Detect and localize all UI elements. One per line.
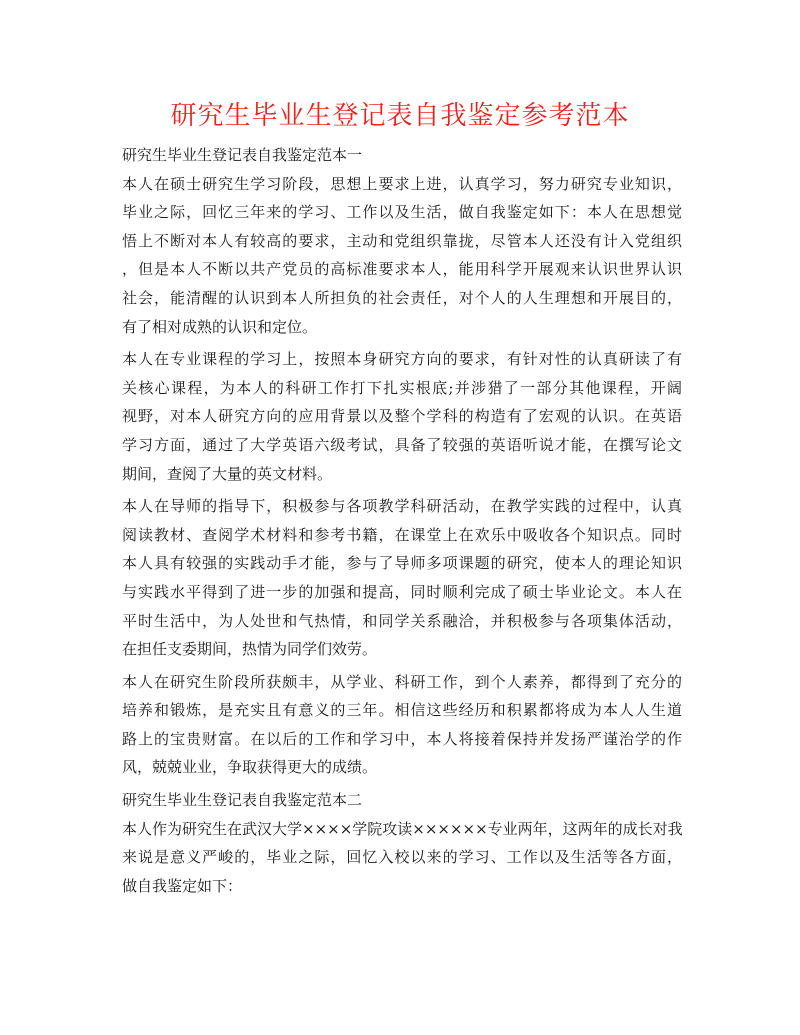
body-line: 阅读教材、查阅学术材料和参考书籍，在课堂上在欢乐中吸收各个知识点。同时 <box>122 525 682 544</box>
document-title: 研究生毕业生登记表自我鉴定参考范本 <box>170 101 630 131</box>
body-line: 本人在专业课程的学习上，按照本身研究方向的要求，有针对性的认真研读了有 <box>122 350 682 369</box>
body-line: 本人在硕士研究生学习阶段，思想上要求上进，认真学习，努力研究专业知识， <box>122 174 682 193</box>
body-line: 本人具有较强的实践动手才能，参与了导师多项课题的研究，使本人的理论知识 <box>122 554 682 573</box>
body-line: 做自我鉴定如下： <box>122 876 243 895</box>
section-heading: 研究生毕业生登记表自我鉴定范本二 <box>122 791 363 810</box>
body-line: 本人在导师的指导下，积极参与各项教学科研活动，在教学实践的过程中，认真 <box>122 497 682 516</box>
body-line: 在担任支委期间，热情为同学们效劳。 <box>122 640 378 659</box>
document-body <box>122 141 682 900</box>
body-line: 路上的宝贵财富。在以后的工作和学习中，本人将接着保持并发扬严谨治学的作 <box>122 729 682 748</box>
body-line: ，但是本人不断以共产党员的高标准要求本人，能用科学开展观来认识世界认识 <box>122 260 682 279</box>
body-line: 有了相对成熟的认识和定位。 <box>122 317 318 336</box>
body-line: 视野，对本人研究方向的应用背景以及整个学科的构造有了宏观的认识。在英语 <box>122 407 682 426</box>
body-line: 期间，查阅了大量的英文材料。 <box>122 464 333 483</box>
body-line: 来说是意义严峻的，毕业之际，回忆入校以来的学习、工作以及生活等各方面， <box>122 848 682 867</box>
body-line: 学习方面，通过了大学英语六级考试，具备了较强的英语听说才能，在撰写论文 <box>122 435 682 454</box>
body-line: 培养和锻炼，是充实且有意义的三年。相信这些经历和积累都将成为本人人生道 <box>122 701 682 720</box>
body-line: 风，兢兢业业，争取获得更大的成绩。 <box>122 758 378 777</box>
section-heading: 研究生毕业生登记表自我鉴定范本一 <box>122 146 363 164</box>
body-line: 毕业之际，回忆三年来的学习、工作以及生活，做自我鉴定如下：本人在思想觉 <box>122 203 682 222</box>
body-line: 悟上不断对本人有较高的要求，主动和党组织靠拢，尽管本人还没有计入党组织 <box>122 231 682 250</box>
body-line: 本人在研究生阶段所获颇丰，从学业、科研工作，到个人素养，都得到了充分的 <box>122 672 682 691</box>
body-line: 本人作为研究生在武汉大学××××学院攻读××××××专业两年，这两年的成长对我 <box>122 819 683 838</box>
body-line: 平时生活中，为人处世和气热情，和同学关系融洽，并积极参与各项集体活动， <box>122 611 682 630</box>
body-line: 关核心课程，为本人的科研工作打下扎实根底;并涉猎了一部分其他课程，开阔 <box>122 378 682 397</box>
body-line: 社会，能清醒的认识到本人所担负的社会责任，对个人的人生理想和开展目的， <box>122 288 682 307</box>
body-line: 与实践水平得到了进一步的加强和提高，同时顺利完成了硕士毕业论文。本人在 <box>122 582 682 601</box>
